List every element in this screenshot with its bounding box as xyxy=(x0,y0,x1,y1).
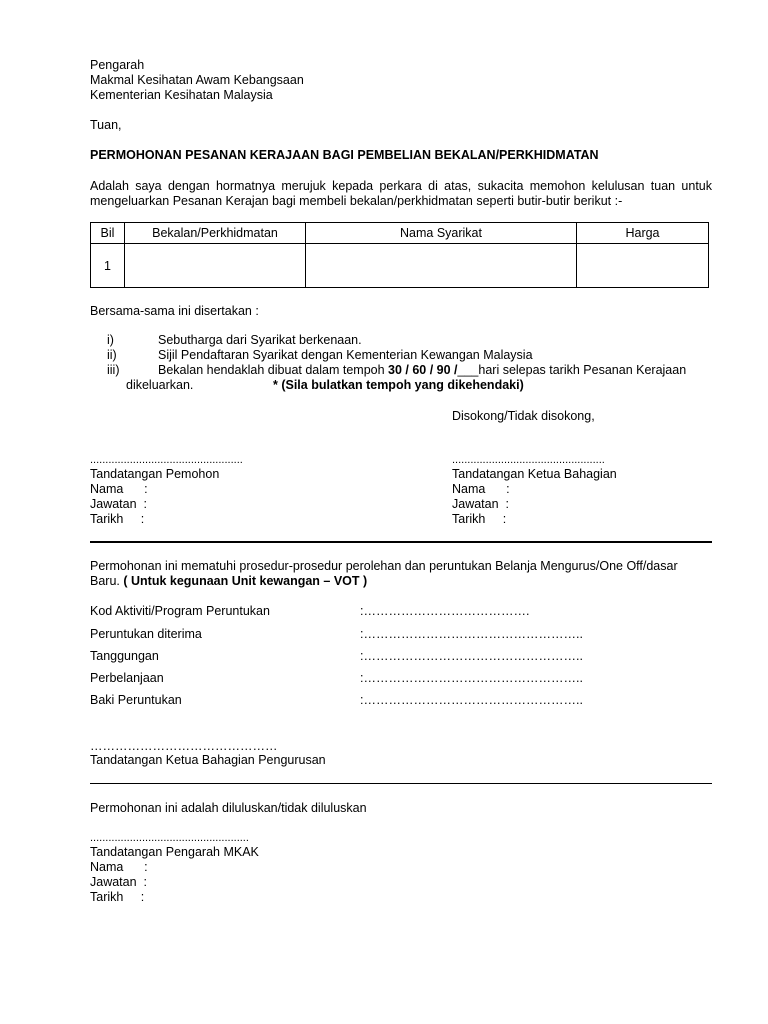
finance-value-tanggungan: :…………………………………………….. xyxy=(360,649,583,663)
finance-label-perbelanjaan: Perbelanjaan xyxy=(90,671,164,685)
attachment-num-2: ii) xyxy=(107,348,117,362)
director-jawatan-field: Jawatan : xyxy=(90,875,147,889)
finance-label-tanggungan: Tanggungan xyxy=(90,649,159,663)
attachment-period-options: 30 / 60 / 90 / xyxy=(388,363,458,377)
finance-unit-note: ( Untuk kegunaan Unit kewangan – VOT ) xyxy=(123,574,368,588)
finance-label-peruntukan-diterima: Peruntukan diterima xyxy=(90,627,202,641)
director-signature-line: .................................................... xyxy=(90,832,249,844)
head-jawatan-field: Jawatan : xyxy=(452,497,509,511)
period-note: * (Sila bulatkan tempoh yang dikehendaki) xyxy=(273,378,524,392)
applicant-nama-field: Nama : xyxy=(90,482,148,496)
attachment-text-2: Sijil Pendaftaran Syarikat dengan Kementerian Kewangan Malaysia xyxy=(158,348,533,362)
intro-line-2: mengeluarkan Pesanan Kerajan bagi membeli bekalan/perkhidmatan seperti butir-butir berikut :- xyxy=(90,194,623,208)
header-harga: Harga xyxy=(577,223,709,244)
recipient-ministry: Kementerian Kesihatan Malaysia xyxy=(90,88,273,102)
attachment-text-3 xyxy=(158,363,686,378)
subject-heading: PERMOHONAN PESANAN KERAJAAN BAGI PEMBELIAN BEKALAN/PERKHIDMATAN xyxy=(90,148,599,162)
attachment-text-1: Sebutharga dari Syarikat berkenaan. xyxy=(158,333,362,347)
intro-line-1: Adalah saya dengan hormatnya merujuk kepada perkara di atas, sukacita memohon kelulusan tuan untuk xyxy=(90,179,712,193)
head-nama-field: Nama : xyxy=(452,482,510,496)
cell-harga[interactable] xyxy=(577,244,709,288)
attachment-continuation: dikeluarkan. xyxy=(126,378,194,392)
finance-label-baki-peruntukan: Baki Peruntukan xyxy=(90,693,182,707)
table-row xyxy=(91,244,709,288)
cell-nama-syarikat[interactable] xyxy=(306,244,577,288)
header-bil: Bil xyxy=(91,223,125,244)
finance-value-kod-aktiviti: :…………………………………. xyxy=(360,604,530,618)
finance-signature-line: ……………………………………… xyxy=(90,739,278,753)
director-nama-field: Nama : xyxy=(90,860,148,874)
finance-statement-line-2 xyxy=(90,574,367,589)
finance-value-peruntukan-diterima: :…………………………………………….. xyxy=(360,627,583,641)
attachments-heading: Bersama-sama ini disertakan : xyxy=(90,304,259,318)
attachment-num-3: iii) xyxy=(107,363,120,377)
approval-statement: Permohonan ini adalah diluluskan/tidak diluluskan xyxy=(90,801,367,815)
attachment-text-3-after: ___hari selepas tarikh Pesanan Kerajaan xyxy=(457,363,687,377)
applicant-signature-line: .................................................. xyxy=(90,454,243,466)
director-tarikh-field: Tarikh : xyxy=(90,890,145,904)
finance-label-kod-aktiviti: Kod Aktiviti/Program Peruntukan xyxy=(90,604,270,618)
applicant-jawatan-field: Jawatan : xyxy=(90,497,147,511)
finance-signature-label: Tandatangan Ketua Bahagian Pengurusan xyxy=(90,753,326,767)
applicant-tarikh-field: Tarikh : xyxy=(90,512,145,526)
header-nama-syarikat: Nama Syarikat xyxy=(306,223,577,244)
finance-value-perbelanjaan: :…………………………………………….. xyxy=(360,671,583,685)
attachment-num-1: i) xyxy=(107,333,114,347)
finance-value-baki-peruntukan: :…………………………………………….. xyxy=(360,693,583,707)
section-divider-1 xyxy=(90,541,712,543)
header-bekalan: Bekalan/Perkhidmatan xyxy=(125,223,306,244)
cell-bekalan[interactable] xyxy=(125,244,306,288)
finance-statement-line-1: Permohonan ini mematuhi prosedur-prosedur perolehan dan peruntukan Belanja Mengurus/One Off/dasar xyxy=(90,559,678,573)
table-header-row xyxy=(91,223,709,244)
head-tarikh-field: Tarikh : xyxy=(452,512,507,526)
recipient-organization: Makmal Kesihatan Awam Kebangsaan xyxy=(90,73,304,87)
salutation: Tuan, xyxy=(90,118,122,132)
recipient-title: Pengarah xyxy=(90,58,145,72)
items-table xyxy=(90,222,709,288)
applicant-signature-label: Tandatangan Pemohon xyxy=(90,467,220,481)
director-signature-label: Tandatangan Pengarah MKAK xyxy=(90,845,259,859)
head-signature-line: .................................................. xyxy=(452,454,605,466)
cell-bil: 1 xyxy=(91,244,125,288)
attachment-text-3-before: Bekalan hendaklah dibuat dalam tempoh xyxy=(158,363,389,377)
support-status: Disokong/Tidak disokong, xyxy=(452,409,595,423)
head-signature-label: Tandatangan Ketua Bahagian xyxy=(452,467,617,481)
finance-statement-prefix: Baru. xyxy=(90,574,120,588)
section-divider-2 xyxy=(90,783,712,784)
